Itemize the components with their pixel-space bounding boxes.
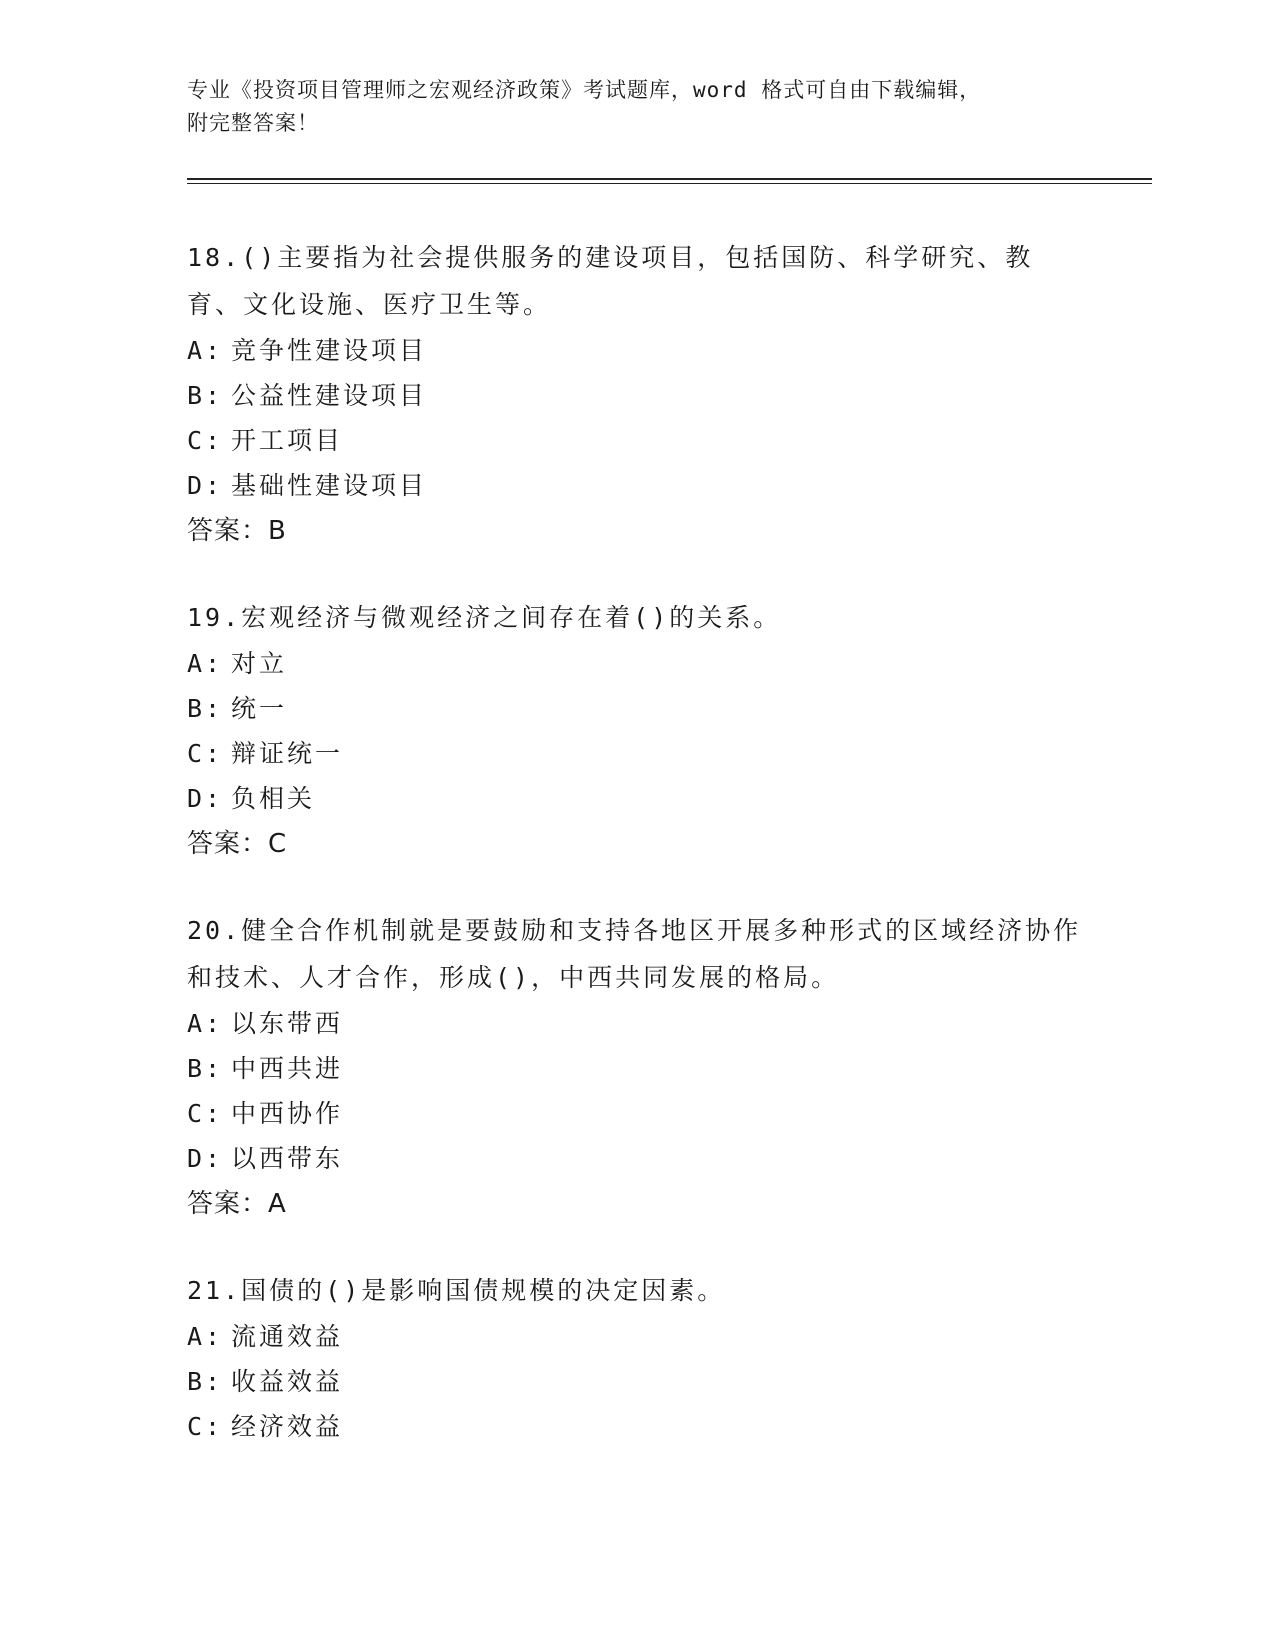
option-text: 负相关 xyxy=(231,784,316,813)
option-a xyxy=(187,1314,1087,1359)
option-text: 基础性建设项目 xyxy=(231,471,428,500)
option-a xyxy=(187,328,1087,373)
option-key: A: xyxy=(187,1009,224,1038)
option-text: 以西带东 xyxy=(231,1144,344,1173)
option-c xyxy=(187,418,1087,463)
question-stem: 18.()主要指为社会提供服务的建设项目，包括国防、科学研究、教育、文化设施、医疗卫生等。 xyxy=(187,243,1034,319)
option-text: 对立 xyxy=(231,649,288,678)
option-key: A: xyxy=(187,1322,224,1351)
header-divider xyxy=(187,178,1152,184)
option-text: 中西协作 xyxy=(231,1099,344,1128)
option-key: B: xyxy=(187,381,224,410)
option-text: 竞争性建设项目 xyxy=(231,336,428,365)
option-text: 中西共进 xyxy=(231,1054,344,1083)
answer-line: 答案：C xyxy=(187,829,288,859)
option-c xyxy=(187,1091,1087,1136)
option-text: 公益性建设项目 xyxy=(231,381,428,410)
question-19 xyxy=(187,594,1087,867)
answer-line: 答案：B xyxy=(187,516,287,546)
option-b xyxy=(187,686,1087,731)
option-key: B: xyxy=(187,1367,224,1396)
question-18 xyxy=(187,234,1087,554)
option-c xyxy=(187,731,1087,776)
option-key: A: xyxy=(187,336,224,365)
option-b xyxy=(187,373,1087,418)
option-text: 统一 xyxy=(231,694,288,723)
option-text: 辩证统一 xyxy=(231,739,344,768)
option-b xyxy=(187,1046,1087,1091)
option-c xyxy=(187,1404,1087,1449)
option-text: 流通效益 xyxy=(231,1322,344,1351)
document-header: 专业《投资项目管理师之宏观经济政策》考试题库，word 格式可自由下载编辑， 附完整答案！ xyxy=(187,78,982,135)
option-text: 开工项目 xyxy=(231,426,344,455)
option-key: D: xyxy=(187,784,224,813)
option-key: B: xyxy=(187,1054,224,1083)
option-b xyxy=(187,1359,1087,1404)
option-a xyxy=(187,1001,1087,1046)
option-key: C: xyxy=(187,739,224,768)
question-stem: 19.宏观经济与微观经济之间存在着()的关系。 xyxy=(187,603,782,632)
question-20 xyxy=(187,907,1087,1227)
option-key: C: xyxy=(187,1412,224,1441)
option-text: 收益效益 xyxy=(231,1367,344,1396)
question-21 xyxy=(187,1267,1087,1449)
option-key: B: xyxy=(187,694,224,723)
option-key: D: xyxy=(187,471,224,500)
option-key: A: xyxy=(187,649,224,678)
question-stem: 20.健全合作机制就是要鼓励和支持各地区开展多种形式的区域经济协作和技术、人才合作，形成()，中西共同发展的格局。 xyxy=(187,916,1082,992)
option-d xyxy=(187,1136,1087,1181)
answer-line: 答案：A xyxy=(187,1189,287,1219)
option-d xyxy=(187,463,1087,508)
option-a xyxy=(187,641,1087,686)
option-text: 经济效益 xyxy=(231,1412,344,1441)
option-text: 以东带西 xyxy=(231,1009,344,1038)
option-key: C: xyxy=(187,1099,224,1128)
option-d xyxy=(187,776,1087,821)
question-stem: 21.国债的()是影响国债规模的决定因素。 xyxy=(187,1276,726,1305)
option-key: C: xyxy=(187,426,224,455)
option-key: D: xyxy=(187,1144,224,1173)
question-list xyxy=(187,234,1087,1489)
